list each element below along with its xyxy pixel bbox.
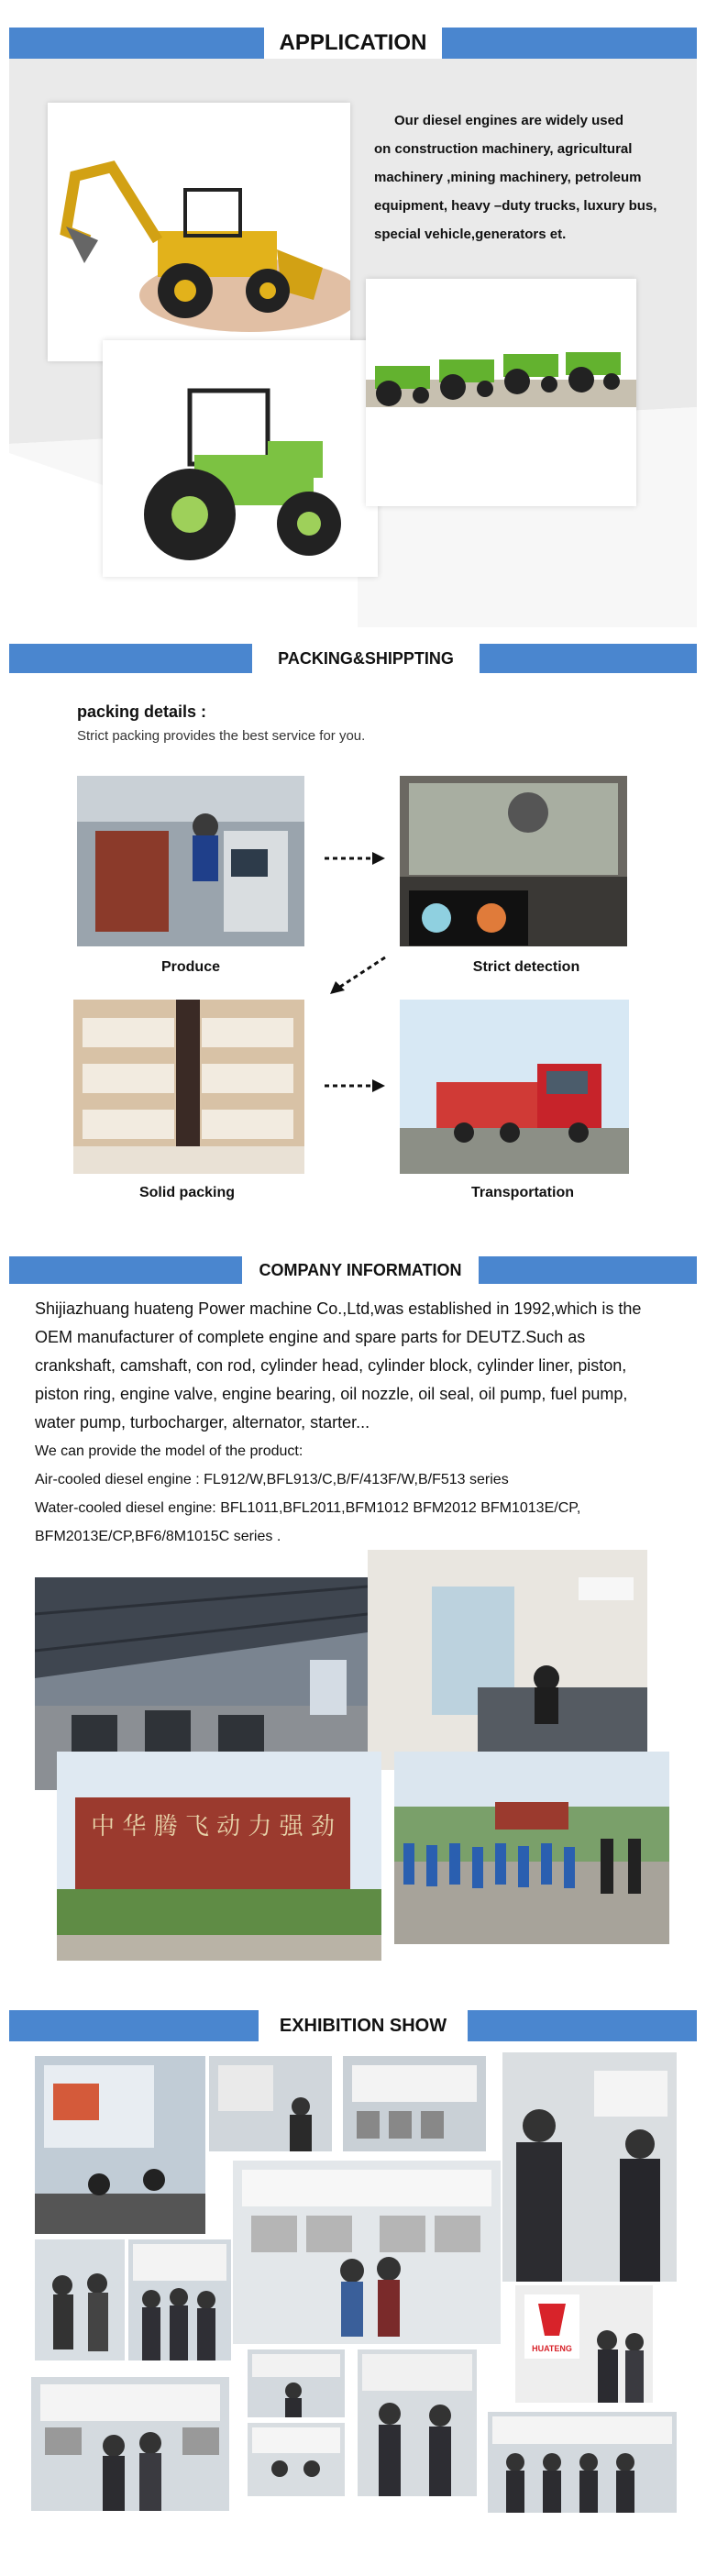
exhibition-photo [31,2377,229,2511]
company-text-line: crankshaft, camshaft, con rod, cylinder head, cylinder block, cylinder liner, piston, [35,1356,627,1375]
step-caption-strict-detection: Strict detection [472,959,580,975]
company-text-line: Water-cooled diesel engine: BFL1011,BFL2011,BFM1012 BFM2012 BFM1013E/CP, [35,1500,581,1516]
company-building-photo [57,1752,381,1961]
step-caption-produce: Produce [160,959,220,975]
exhibition-photo [343,2056,486,2151]
company-text-line: water pump, turbocharger, alternator, starter... [35,1413,370,1432]
step-caption-transportation: Transportation [470,1185,574,1200]
company-text-line: BFM2013E/CP,BF6/8M1015C series . [35,1529,281,1544]
arrow-diagonal-icon [325,954,389,996]
application-description [374,106,686,249]
application-text-line: Our diesel engines are widely used [394,113,624,128]
building-sign-text: 中 华 腾 飞 动 力 强 劲 [91,1813,335,1841]
application-text-line: machinery ,mining machinery, petroleum [374,170,642,185]
green-tractor-photo [103,340,378,577]
company-text-line: piston ring, engine valve, engine bearing, oil nozzle, oil seal, oil pump, fuel pump, [35,1385,628,1403]
produce-photo [77,776,304,946]
company-title: COMPANY INFORMATION [242,1256,479,1284]
exhibition-photo [128,2239,231,2360]
exhibition-title: EXHIBITION SHOW [259,2010,468,2041]
huateng-booth-logo: HUATENG [532,2344,572,2353]
exhibition-section [0,1999,706,2576]
strict-detection-photo [400,776,627,946]
transportation-photo [400,1000,629,1174]
backhoe-loader-photo [48,103,350,361]
company-text-line: We can provide the model of the product: [35,1443,303,1459]
office-photo [368,1550,647,1770]
staff-group-photo [394,1752,669,1944]
application-section [0,0,706,633]
exhibition-photo [515,2285,653,2403]
solid-packing-photo [73,1000,304,1174]
exhibition-photo [358,2349,477,2496]
exhibition-photo [502,2052,677,2282]
exhibition-photo [248,2349,345,2417]
application-text-line: equipment, heavy –duty trucks, luxury bus, [374,198,657,214]
exhibition-photo [233,2161,501,2344]
application-title: APPLICATION [264,28,442,59]
exhibition-photo [35,2239,125,2360]
packing-details-subtitle: Strict packing provides the best service for you. [77,728,366,744]
tractor-fleet-photo [366,279,636,506]
company-section [0,1256,706,1981]
step-caption-solid-packing: Solid packing [138,1185,235,1200]
exhibition-photo [209,2056,332,2151]
application-text-line: special vehicle,generators et. [374,227,567,242]
company-text-line: Air-cooled diesel engine : FL912/W,BFL913/C,B/F/413F/W,B/F513 series [35,1472,509,1487]
exhibition-photo [35,2056,205,2234]
packing-section [0,633,706,1201]
company-text-line: OEM manufacturer of complete engine and spare parts for DEUTZ.Such as [35,1328,586,1346]
company-text-line: Shijiazhuang huateng Power machine Co.,Ltd,was established in 1992,which is the [35,1299,642,1318]
arrow-right-icon [323,849,387,868]
packing-details-heading: packing details : [77,702,207,721]
company-description [35,1295,677,1551]
packing-title: PACKING&SHIPPTING [252,644,480,673]
arrow-right-icon [323,1077,387,1095]
exhibition-photo [248,2423,345,2496]
exhibition-photo [488,2412,677,2513]
application-text-line: on construction machinery, agricultural [374,141,633,157]
